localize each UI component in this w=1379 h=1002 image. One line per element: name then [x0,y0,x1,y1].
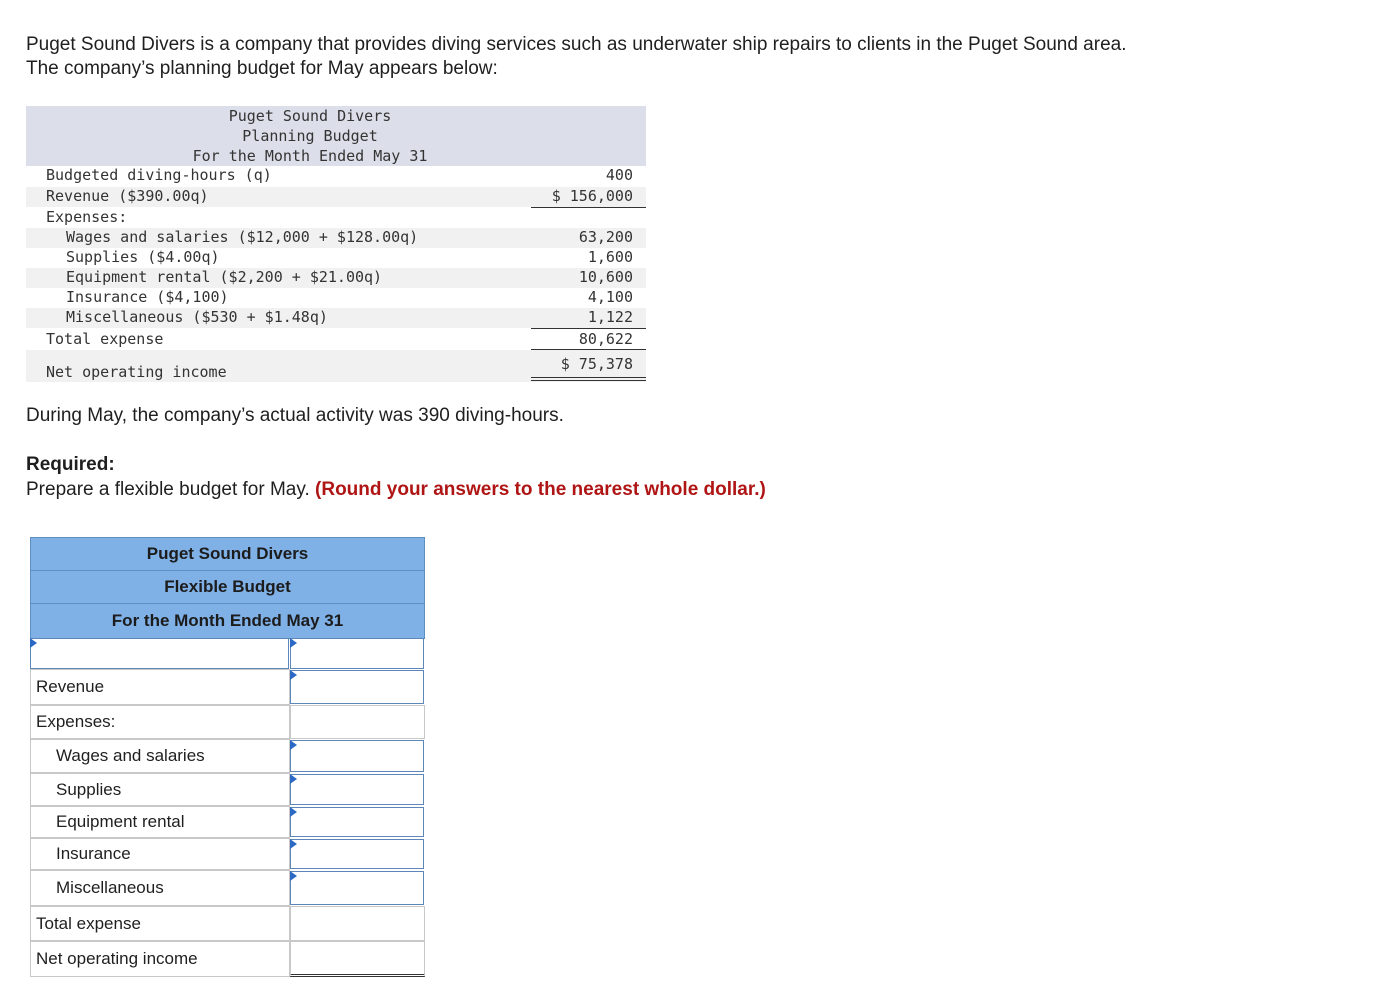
fb-title-company: Puget Sound Divers [30,537,425,571]
pb-value-hours: 400 [605,166,633,184]
intro-line-2: The company’s planning budget for May appears below: [26,58,498,79]
fb-equipment-input[interactable] [290,807,424,837]
fb-total-expense-cell[interactable] [290,906,425,941]
pb-label-expenses: Expenses: [46,208,128,226]
pb-row-revenue [26,187,646,207]
pb-row-supplies [26,248,646,268]
pb-row-total [26,330,646,350]
input-marker-icon [290,670,297,680]
input-marker-icon [290,807,297,817]
rounding-note: (Round your answers to the nearest whole dollar.) [315,479,766,500]
pb-label-total: Total expense [46,330,164,348]
fb-label-supplies: Supplies [30,773,290,806]
required-heading: Required: [26,454,115,475]
pb-label-insurance: Insurance ($4,100) [66,288,229,306]
fb-label-total-expense: Total expense [30,906,290,941]
planning-budget-table [26,106,646,381]
fb-insurance-input[interactable] [290,839,424,869]
pb-value-revenue: $ 156,000 [551,187,633,205]
pb-value-total: 80,622 [578,330,633,348]
pb-label-supplies: Supplies ($4.00q) [66,248,220,266]
pb-value-noi: $ 75,378 [560,355,633,373]
fb-label-expenses: Expenses: [30,705,290,739]
pb-row-misc [26,308,646,328]
fb-label-wages: Wages and salaries [30,739,290,773]
intro-paragraph [26,33,1356,81]
input-marker-icon [290,774,297,784]
pb-double-underline-1 [531,377,646,378]
planning-header-company: Puget Sound Divers [228,107,392,125]
pb-value-misc: 1,122 [587,308,633,326]
pb-label-equipment: Equipment rental ($2,200 + $21.00q) [66,268,383,286]
planning-header-title: Planning Budget [242,127,378,145]
fb-title-period: For the Month Ended May 31 [30,603,425,639]
pb-label-misc: Miscellaneous ($530 + $1.48q) [66,308,328,326]
required-instruction [26,479,766,501]
pb-underline-misc [531,328,646,329]
planning-budget-header [26,106,646,166]
fb-title-name: Flexible Budget [30,570,425,604]
pb-label-noi: Net operating income [46,363,227,381]
input-marker-icon [290,871,297,881]
fb-supplies-input[interactable] [290,774,424,805]
pb-double-underline-2 [531,380,646,381]
fb-label-misc: Miscellaneous [30,870,290,906]
pb-label-hours: Budgeted diving-hours (q) [46,166,272,184]
pb-value-supplies: 1,600 [587,248,633,266]
fb-revenue-input[interactable] [290,670,424,704]
fb-wages-input[interactable] [290,740,424,772]
fb-label-noi: Net operating income [30,941,290,977]
pb-value-wages: 63,200 [578,228,633,246]
pb-label-wages: Wages and salaries ($12,000 + $128.00q) [66,228,419,246]
pb-row-insurance [26,288,646,308]
input-marker-icon [290,638,297,648]
pb-row-expenses [26,208,646,228]
fb-misc-input[interactable] [290,871,424,905]
pb-value-equipment: 10,600 [578,268,633,286]
pb-row-wages [26,228,646,248]
input-marker-icon [30,638,37,648]
input-marker-icon [290,740,297,750]
fb-noi-cell[interactable] [290,941,425,977]
fb-column-label-input[interactable] [30,638,289,669]
required-instruction-text: Prepare a flexible budget for May. [26,479,310,500]
pb-label-revenue: Revenue ($390.00q) [46,187,209,205]
pb-row-hours [26,166,646,186]
input-marker-icon [290,839,297,849]
fb-activity-input[interactable] [290,638,424,669]
fb-label-equipment: Equipment rental [30,806,290,838]
intro-line-1: Puget Sound Divers is a company that provides diving services such as underwater ship repairs to clients in the Puget Sound area. [26,34,1127,55]
fb-expenses-blank [290,705,425,739]
planning-header-period: For the Month Ended May 31 [192,147,428,165]
pb-value-insurance: 4,100 [587,288,633,306]
fb-label-revenue: Revenue [30,669,290,705]
pb-row-equipment [26,268,646,288]
fb-label-insurance: Insurance [30,838,290,870]
actual-activity-text: During May, the company’s actual activity was 390 diving-hours. [26,405,564,426]
